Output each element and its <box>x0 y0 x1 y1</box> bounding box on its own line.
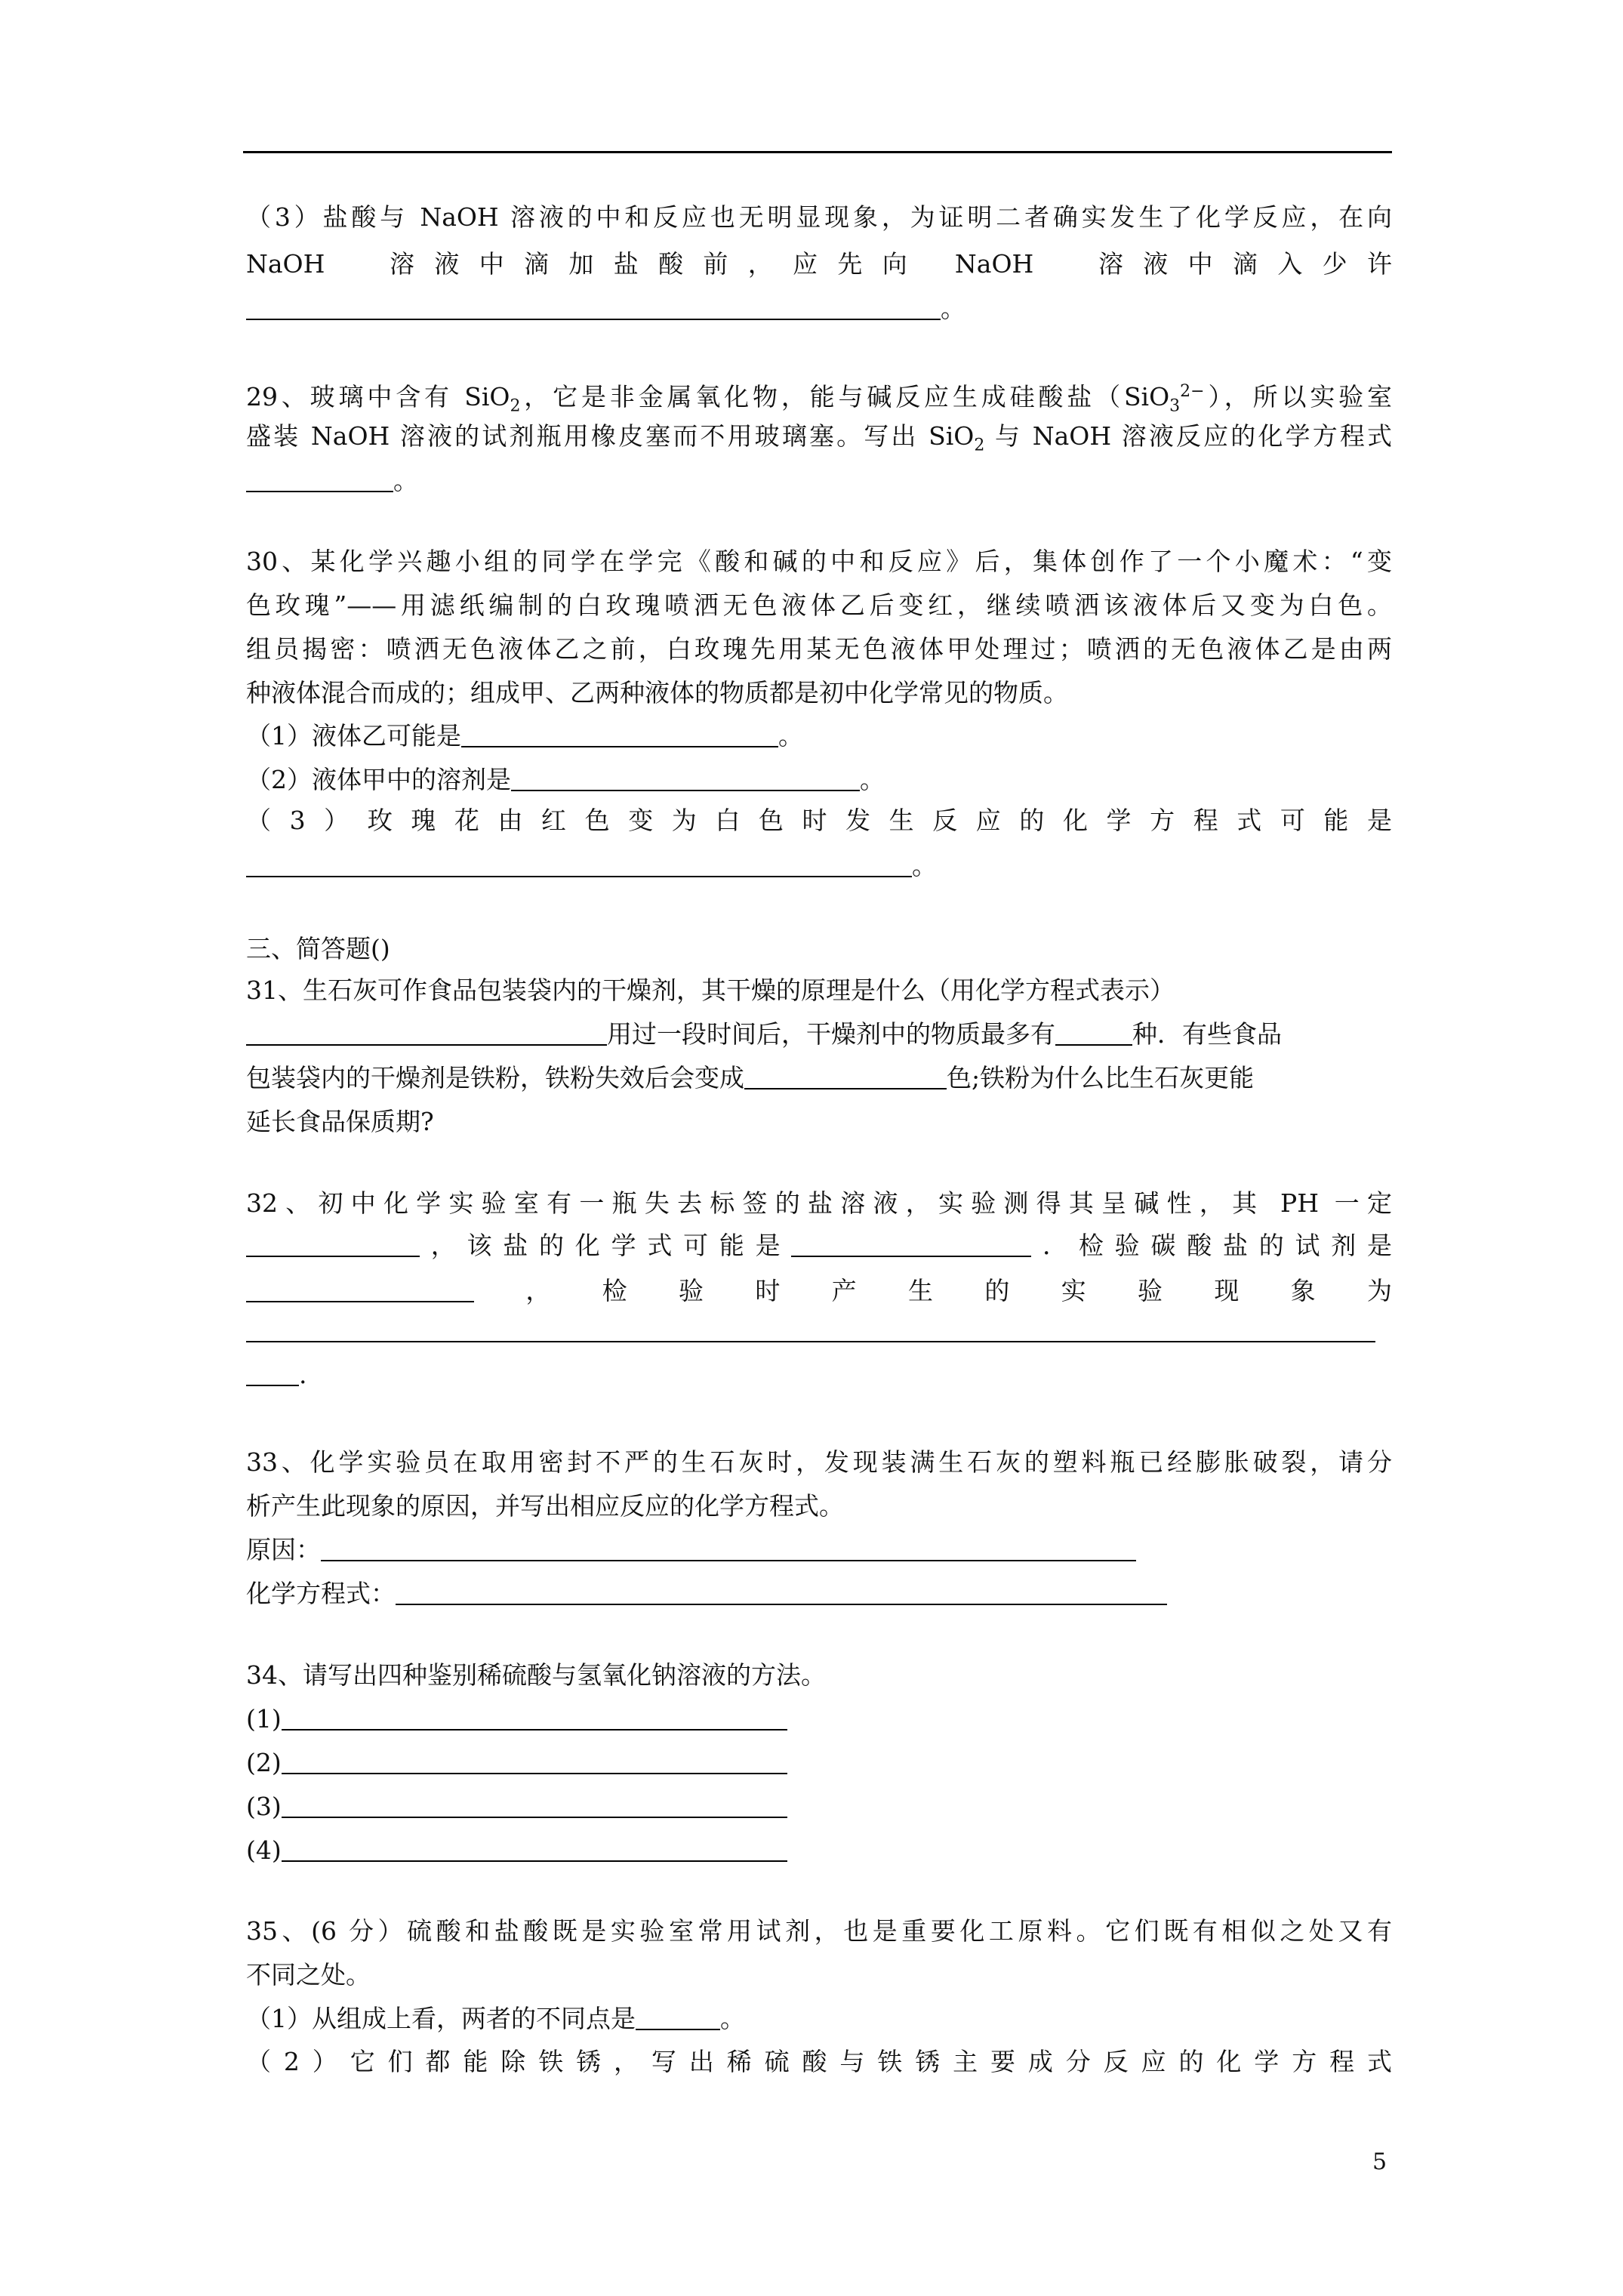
q35-part2: （2）它们都能除铁锈，写出稀硫酸与铁锈主要成分反应的化学方程式 <box>246 2047 1392 2076</box>
q29-line2: 盛装 NaOH 溶液的试剂瓶用橡皮塞而不用玻璃塞。写出 SiO$_2$ 与 NaOH 溶液反应的化学方程式 <box>246 421 1392 455</box>
answer-blank[interactable] <box>282 1794 787 1818</box>
q28-3-line3 <box>246 290 1392 328</box>
q32-line5: . <box>246 1356 1392 1394</box>
answer-blank[interactable] <box>1055 1022 1132 1046</box>
answer-blank[interactable] <box>246 853 912 877</box>
answer-blank[interactable] <box>246 1318 1375 1342</box>
q31-line1: 31、生石灰可作食品包装袋内的干燥剂，其干燥的原理是什么（用化学方程式表示） <box>246 975 1175 1005</box>
q33-reason: 原因： <box>246 1531 1392 1569</box>
answer-blank[interactable] <box>246 1278 474 1302</box>
q34-item-3: (3) <box>246 1788 1392 1826</box>
q35-part1: （1）从组成上看，两者的不同点是 。 <box>246 2004 745 2033</box>
answer-blank[interactable] <box>282 1750 787 1774</box>
section-title: 三、简答题() <box>246 934 390 963</box>
answer-blank[interactable] <box>246 468 393 492</box>
q29-line3: 。 <box>246 462 1392 500</box>
answer-blank[interactable] <box>246 1362 299 1386</box>
answer-blank[interactable] <box>396 1581 1167 1605</box>
q34-item-1: (1) <box>246 1700 1392 1738</box>
answer-blank[interactable] <box>321 1537 1136 1561</box>
page-number: 5 <box>1372 2149 1387 2175</box>
answer-blank[interactable] <box>636 2006 720 2030</box>
answer-blank[interactable] <box>511 767 860 791</box>
q34-item-2: (2) <box>246 1744 1392 1782</box>
q30-part3-line2: 。 <box>246 847 1392 885</box>
answer-blank[interactable] <box>282 1838 787 1862</box>
answer-blank[interactable] <box>282 1706 787 1730</box>
q35-line2: 不同之处。 <box>246 1960 371 1989</box>
header-rule <box>243 151 1392 153</box>
q30-part1: （1）液体乙可能是 。 <box>246 721 803 750</box>
answer-blank[interactable] <box>246 296 941 320</box>
answer-blank[interactable] <box>461 723 778 747</box>
q30-part3: （3）玫瑰花由红色变为白色时发生反应的化学方程式可能是 <box>246 806 1392 835</box>
q32-line1: 32、初中化学实验室有一瓶失去标签的盐溶液，实验测得其呈碱性，其 PH 一定 <box>246 1188 1392 1218</box>
q31-line2: 用过一段时间后，干燥剂中的物质最多有 种．有些食品 <box>246 1015 1392 1053</box>
period: 。 <box>941 294 965 323</box>
q28-3-line1: （3）盐酸与 NaOH 溶液的中和反应也无明显现象，为证明二者确实发生了化学反应，在向 <box>246 202 1392 232</box>
answer-blank[interactable] <box>791 1233 1031 1257</box>
q30-line2: 色玫瑰”——用滤纸编制的白玫瑰喷洒无色液体乙后变红，继续喷洒该液体后又变为白色。 <box>246 590 1392 620</box>
q32-line2: ，该盐的化学式可能是 ．检验碳酸盐的试剂是 <box>246 1227 1392 1265</box>
q34-item-4: (4) <box>246 1832 1392 1869</box>
answer-blank[interactable] <box>246 1022 607 1046</box>
answer-blank[interactable] <box>246 1233 420 1257</box>
q32-line3: ，检验时产生的实验现象为 <box>246 1272 1392 1310</box>
q28-3-line2: NaOH 溶液中滴加盐酸前，应先向 NaOH 溶液中滴入少许 <box>246 249 1392 279</box>
q30-part2: （2）液体甲中的溶剂是 。 <box>246 765 885 794</box>
q30-line1: 30、某化学兴趣小组的同学在学完《酸和碱的中和反应》后，集体创作了一个小魔术：“变 <box>246 547 1392 576</box>
q32-line4 <box>246 1312 1392 1350</box>
q35-line1: 35、(6 分）硫酸和盐酸既是实验室常用试剂，也是重要化工原料。它们既有相似之处又有 <box>246 1916 1392 1946</box>
q33-equation: 化学方程式： <box>246 1575 1392 1613</box>
q34-line1: 34、请写出四种鉴别稀硫酸与氢氧化钠溶液的方法。 <box>246 1660 826 1690</box>
q30-line3: 组员揭密：喷洒无色液体乙之前，白玫瑰先用某无色液体甲处理过；喷洒的无色液体乙是由两 <box>246 634 1392 664</box>
q30-line4: 种液体混合而成的；组成甲、乙两种液体的物质都是初中化学常见的物质。 <box>246 678 1068 707</box>
q33-line2: 析产生此现象的原因，并写出相应反应的化学方程式。 <box>246 1491 844 1521</box>
q33-line1: 33、化学实验员在取用密封不严的生石灰时，发现装满生石灰的塑料瓶已经膨胀破裂，请分 <box>246 1447 1392 1477</box>
q31-line3: 包装袋内的干燥剂是铁粉，铁粉失效后会变成 色;铁粉为什么比生石灰更能 <box>246 1063 1255 1093</box>
q29-line1: 29、玻璃中含有 SiO$_2$，它是非金属氧化物，能与碱反应生成硅酸盐（SiO$_3^{2-}$），所以实验室 <box>246 382 1393 416</box>
answer-blank[interactable] <box>744 1065 947 1089</box>
q31-line4: 延长食品保质期? <box>246 1107 434 1136</box>
